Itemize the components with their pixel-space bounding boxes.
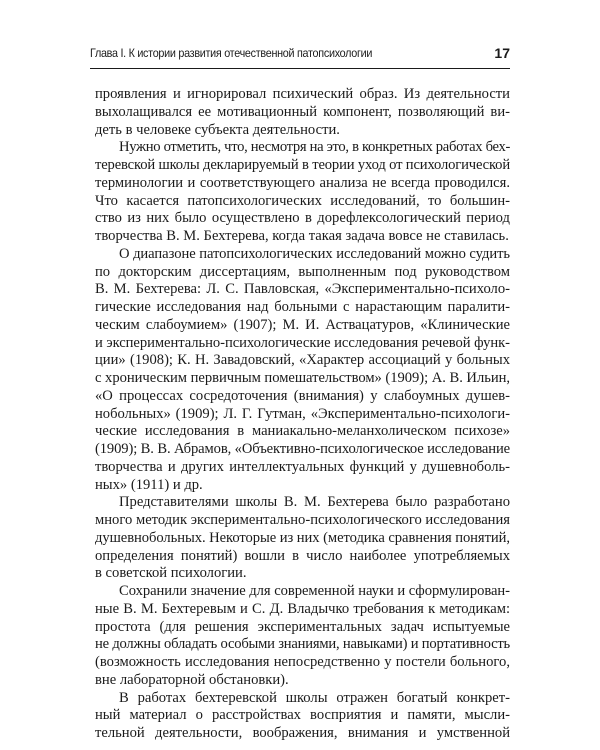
text-line: В. М. Бехтерева: Л. С. Павловская, «Экспериментально-психоло- [95,281,510,298]
text-line: О диапазоне патопсихологических исследований можно судить [119,245,511,262]
text-line: Нужно отметить, что, несмотря на это, в конкретных работах бех- [119,139,511,156]
header-rule [90,68,510,69]
text-line: ции» (1908); К. Н. Завадовский, «Характер ассоциаций у больных [95,352,510,369]
text-line: В работах бехтеревской школы отражен богатый конкрет- [119,689,510,706]
paragraph [95,494,510,583]
text-line: Сохранили значение для современной науки и сформулирован- [119,583,510,599]
paragraph [95,690,510,743]
text-line: не должны обладать особыми знаниями, навыками) и портативность [95,636,511,653]
text-line: тельной деятельности, воображения, внимания и умственной [95,725,510,741]
text-line: и экспериментально-психологические исследования речевой функ- [95,334,510,351]
text-line: много методик экспериментально-психологического исследования [95,512,510,528]
text-line: в советской психологии. [95,565,247,582]
text-line: Представителями школы В. М. Бехтерева было разработано [119,494,510,511]
text-line: Что касается патопсихологических исследований, то большин- [95,192,510,209]
text-line: душевнобольных. Некоторые из них (методика сравнения понятий, [95,529,510,546]
text-line: (1909); В. В. Абрамов, «Объективно-психологическое исследование [95,441,511,457]
text-line: ческим слабоумием» (1907); М. И. Аствацатуров, «Клинические [95,316,510,333]
text-line: творчества и других интеллектуальных функций у душевноболь- [95,458,510,475]
text-line: с хроническим первичным помешательством» (1909); А. В. Ильин, [95,370,510,386]
text-line: гические исследования над больными с нарастающим паралити- [95,299,510,315]
paragraph [95,246,510,495]
running-header [90,46,510,62]
paragraph [95,86,510,139]
text-line: простота (для решения экспериментальных задач испытуемые [95,618,510,635]
paragraph [95,139,510,246]
text-line: выхолащивался ее мотивационный компонент, позволяющий ви- [95,103,510,120]
text-line: проявления и игнорировал психический образ. Из деятельности [95,86,510,102]
text-line: ческие исследования в маниакально-меланхолическом психозе» [95,423,510,440]
text-line: деть в человеке субъекта деятельности. [95,121,340,138]
paragraph [95,583,510,690]
body-text [95,86,510,743]
chapter-title: Глава I. К истории развития отечественной патопсихологии [90,47,373,60]
text-line: нобольных» (1909); Л. Г. Гутман, «Экспериментально-психологи- [95,405,510,422]
text-line: ных» (1911) и др. [95,476,203,493]
text-line: вне лабораторной обстановки). [95,671,289,688]
text-line: терминологии и соответствующего анализа не всегда проводился. [95,174,510,191]
page-number: 17 [494,45,510,61]
text-line: определения понятий) вошли в число наиболее употребляемых [95,547,510,564]
text-line: (возможность исследования непосредственно у постели больного, [95,654,510,670]
text-line: ство из них было осуществлено в дорефлексологический период [95,210,510,227]
text-line: ные В. М. Бехтеревым и С. Д. Владычко требования к методикам: [95,600,510,617]
text-line: по докторским диссертациям, выполненным под руководством [95,263,510,280]
text-line: теревской школы декларируемый в теории уход от психологической [95,157,510,173]
text-line: ный материал о расстройствах восприятия и памяти, мысли- [95,707,510,724]
text-line: «О процессах сосредоточения (внимания) у слабоумных душев- [95,387,510,404]
text-line: творчества В. М. Бехтерева, когда такая задача вовсе не ставилась. [95,228,509,244]
